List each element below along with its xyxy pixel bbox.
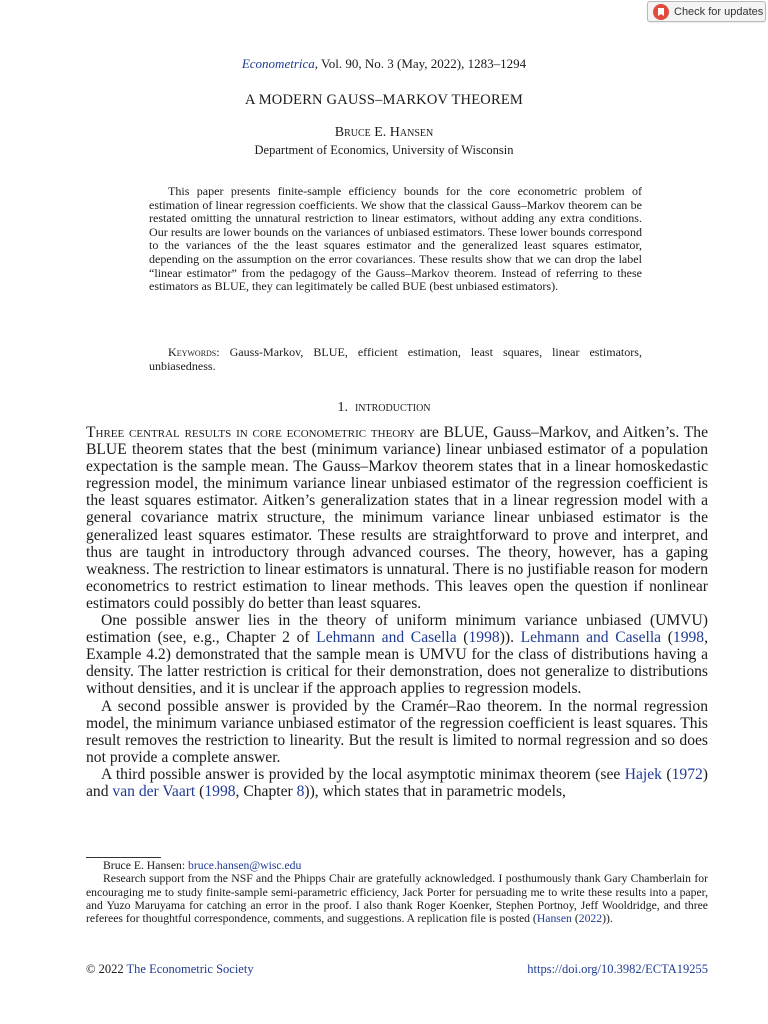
section-number: 1. — [337, 400, 348, 415]
body-text — [86, 424, 708, 800]
paragraph-lead-in: Three central results in core econometric theory — [86, 424, 415, 441]
email-link[interactable]: bruce.hansen@wisc.edu — [188, 859, 302, 872]
journal-name-link[interactable]: Econometrica — [241, 56, 315, 71]
keywords-text: Gauss-Markov, BLUE, efficient estimation, least squares, linear estimators, unbiasedness. — [149, 345, 642, 373]
section-title: introduction — [354, 400, 431, 415]
footnote-divider — [86, 857, 161, 858]
author-affiliation: Department of Economics, University of Wisconsin — [254, 143, 514, 157]
citation-year-link[interactable]: 2022 — [578, 912, 603, 926]
footnote-author: Bruce E. Hansen: bruce.hansen@wisc.edu — [103, 859, 302, 872]
journal-volume: , Vol. 90, No. 3 (May, 2022), 1283–1294 — [314, 56, 527, 71]
citation-year-link[interactable]: 1998 — [672, 629, 705, 647]
citation-year-link[interactable]: 1998 — [204, 782, 236, 800]
doi-link[interactable]: https://doi.org/10.3982/ECTA19255 — [527, 962, 708, 976]
paragraph-2: One possible answer lies in the theory of uniform minimum variance unbiased (UMVU) estimation (see, e.g., Chapter 2 of Lehmann and Casella (1998)). Lehmann and Casella (1998, Example 4.2) demonstrated that the sample mean is UMVU for the class of distributions having a density. The latter restriction is critical for their demonstration, does not generalize to distributions without densities, and it is unclear if the approach applies to regression models. — [86, 612, 708, 698]
section-heading — [0, 400, 768, 416]
chapter-link[interactable]: 8 — [296, 782, 305, 800]
paper-title: A MODERN GAUSS–MARKOV THEOREM — [245, 92, 523, 108]
abstract: This paper presents finite-sample efficiency bounds for the core econometric problem of estimation of linear regression coefficients. We show that the classical Gauss–Markov theorem can be restated omitting the unnatural restriction to linear estimators, without adding any extra conditions. Our results are lower bounds on the variances of unbiased estimators. These lower bounds correspond to the variances of the the least squares estimator and the generalized least squares estimator, depending on the assumption on the error covariances. These results show that we can drop the label “linear estimator” from the pedagogy of the Gauss–Markov theorem. Instead of referring to these estimators as BLUE, they can legitimately be called BUE (best unbiased estimators). — [149, 184, 642, 294]
footnote-acknowledgements: Research support from the NSF and the Phipps Chair are gratefully acknowledged. I posthumously thank Gary Chamberlain for encouraging me to study finite-sample semi-parametric efficiency, Jack Porter for persuading me to write these results into a paper, and Yuzo Maruyama for catching an error in the proof. I also thank Roger Koenker, Stephen Portnoy, Jeff Wooldridge, and three referees for thoughtful correspondence, comments, and suggestions. A replication file is posted (Hansen (2022)). — [86, 872, 708, 926]
paragraph-1: Three central results in core econometric theory are BLUE, Gauss–Markov, and Aitken’s. The BLUE theorem states that the best (minimum variance) linear unbiased estimator of a population expectation is the sample mean. The Gauss–Markov theorem states that in a linear homoskedastic regression model, the minimum variance linear unbiased estimator of the regression coefficient is the least squares estimator. Aitken’s generalization states that in a linear regression model with a general covariance matrix structure, the minimum variance linear unbiased estimator is the generalized least squares estimator. These results are straightforward to prove and interpret, and thus are taught in introductory through advanced courses. The theory, however, has a gaping weakness. The restriction to linear estimators is unnatural. There is no justifiable reason for modern econometrics to restrict estimation to linear methods. This leaves open the question if nonlinear estimators could possibly do better than least squares. — [86, 424, 708, 612]
citation-link[interactable]: van der Vaart — [112, 782, 196, 800]
update-badge-icon — [653, 4, 669, 20]
footnote — [86, 859, 708, 925]
paragraph-3: A second possible answer is provided by the Cramér–Rao theorem. In the normal regression model, the minimum variance unbiased estimator of the regression coefficient is least squares. This result removes the restriction to linearity. But the result is limited to normal regression and so does not provide a complete answer. — [86, 697, 708, 766]
check-for-updates-label: Check for updates — [674, 5, 764, 18]
citation-link[interactable]: Hansen — [536, 912, 572, 926]
author-name: Bruce E. Hansen — [334, 125, 434, 140]
society-link[interactable]: The Econometric Society — [126, 962, 254, 976]
journal-citation — [0, 56, 768, 72]
citation-link[interactable]: Lehmann and Casella — [316, 629, 457, 647]
paragraph-4: A third possible answer is provided by the local asymptotic minimax theorem (see Hajek (1972) and van der Vaart (1998, Chapter 8)), which states that in parametric models, — [86, 765, 708, 800]
keywords-label: Keywords: — [168, 345, 220, 359]
copyright: © 2022 The Econometric Society — [86, 962, 254, 976]
keywords — [149, 346, 642, 373]
citation-year-link[interactable]: 1998 — [468, 629, 500, 647]
citation-link[interactable]: Hajek — [624, 765, 662, 783]
citation-link[interactable]: Lehmann and Casella — [520, 629, 662, 647]
page-footer — [86, 962, 708, 977]
citation-year-link[interactable]: 1972 — [671, 765, 703, 783]
check-for-updates-button[interactable] — [647, 1, 766, 22]
